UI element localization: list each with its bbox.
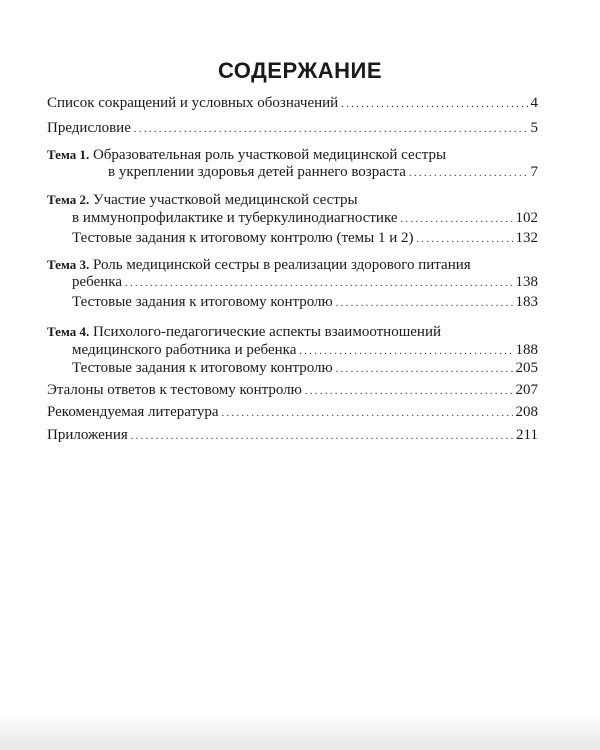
toc-page-number: 5 <box>530 120 538 136</box>
toc-entry-topic-2[interactable] <box>72 208 538 230</box>
topic-title-line1: Образовательная роль участковой медицинской сестры <box>92 147 447 163</box>
leader-dots <box>134 118 528 140</box>
toc-entry-tests-3[interactable] <box>72 292 538 314</box>
toc-page-number: 102 <box>515 210 538 226</box>
leader-dots <box>336 292 513 314</box>
leader-dots <box>409 162 528 184</box>
toc-entry-literature[interactable] <box>47 402 538 424</box>
leader-dots <box>305 380 513 402</box>
leader-dots <box>401 208 513 230</box>
toc-page-number: 205 <box>515 360 538 376</box>
toc-entry-text: Приложения <box>47 427 128 443</box>
leader-dots <box>131 425 513 447</box>
toc-entry-preface[interactable] <box>47 118 538 140</box>
toc-entry-topic-4-heading[interactable] <box>47 322 441 342</box>
leader-dots <box>222 402 513 424</box>
toc-page-number: 211 <box>516 427 538 443</box>
topic-title-line2: ребенка <box>72 274 122 290</box>
page-title: СОДЕРЖАНИЕ <box>217 58 383 83</box>
toc-entry-tests-1-2[interactable] <box>72 228 538 250</box>
toc-entry-appendices[interactable] <box>47 425 538 447</box>
toc-entry-answer-keys[interactable] <box>47 380 538 402</box>
toc-entry-topic-3[interactable] <box>72 272 538 294</box>
topic-label: Тема 1. <box>47 147 90 162</box>
topic-title-line1: Психолого-педагогические аспекты взаимоотношений <box>92 324 442 340</box>
toc-entry-text: Тестовые задания к итоговому контролю <box>72 360 333 376</box>
toc-page-number: 4 <box>530 95 538 111</box>
topic-label: Тема 2. <box>47 192 90 207</box>
topic-title-line1: Участие участковой медицинской сестры <box>92 192 358 208</box>
toc-entry-abbreviations[interactable] <box>47 93 538 115</box>
toc-page-number: 132 <box>515 230 538 246</box>
toc-page-number: 7 <box>530 164 538 180</box>
toc-entry-topic-2-heading[interactable] <box>47 190 358 210</box>
toc-page-number: 208 <box>515 404 538 420</box>
toc-entry-text: Предисловие <box>47 120 131 136</box>
toc-entry-topic-1[interactable] <box>108 162 538 184</box>
toc-page-number: 183 <box>515 294 538 310</box>
topic-label: Тема 3. <box>47 257 90 272</box>
toc-entry-text: Эталоны ответов к тестовому контролю <box>47 382 302 398</box>
topic-label: Тема 4. <box>47 324 90 339</box>
toc-page-number: 207 <box>515 382 538 398</box>
toc-page-number: 138 <box>515 274 538 290</box>
topic-title-line2: в укреплении здоровья детей раннего возраста <box>108 164 406 180</box>
toc-entry-text: Список сокращений и условных обозначений <box>47 95 339 111</box>
topic-title-line1: Роль медицинской сестры в реализации здорового питания <box>92 257 471 273</box>
leader-dots <box>341 93 527 115</box>
topic-title-line2: в иммунопрофилактике и туберкулинодиагностике <box>72 210 398 226</box>
leader-dots <box>417 228 513 250</box>
toc-entry-text: Тестовые задания к итоговому контролю (темы 1 и 2) <box>72 230 414 246</box>
toc-entry-tests-4[interactable] <box>72 358 538 380</box>
toc-entry-text: Рекомендуемая литература <box>47 404 219 420</box>
leader-dots <box>125 272 513 294</box>
toc-entry-text: Тестовые задания к итоговому контролю <box>72 294 333 310</box>
toc-page-number: 188 <box>515 342 538 358</box>
leader-dots <box>336 358 513 380</box>
topic-title-line2: медицинского работника и ребенка <box>72 342 297 358</box>
